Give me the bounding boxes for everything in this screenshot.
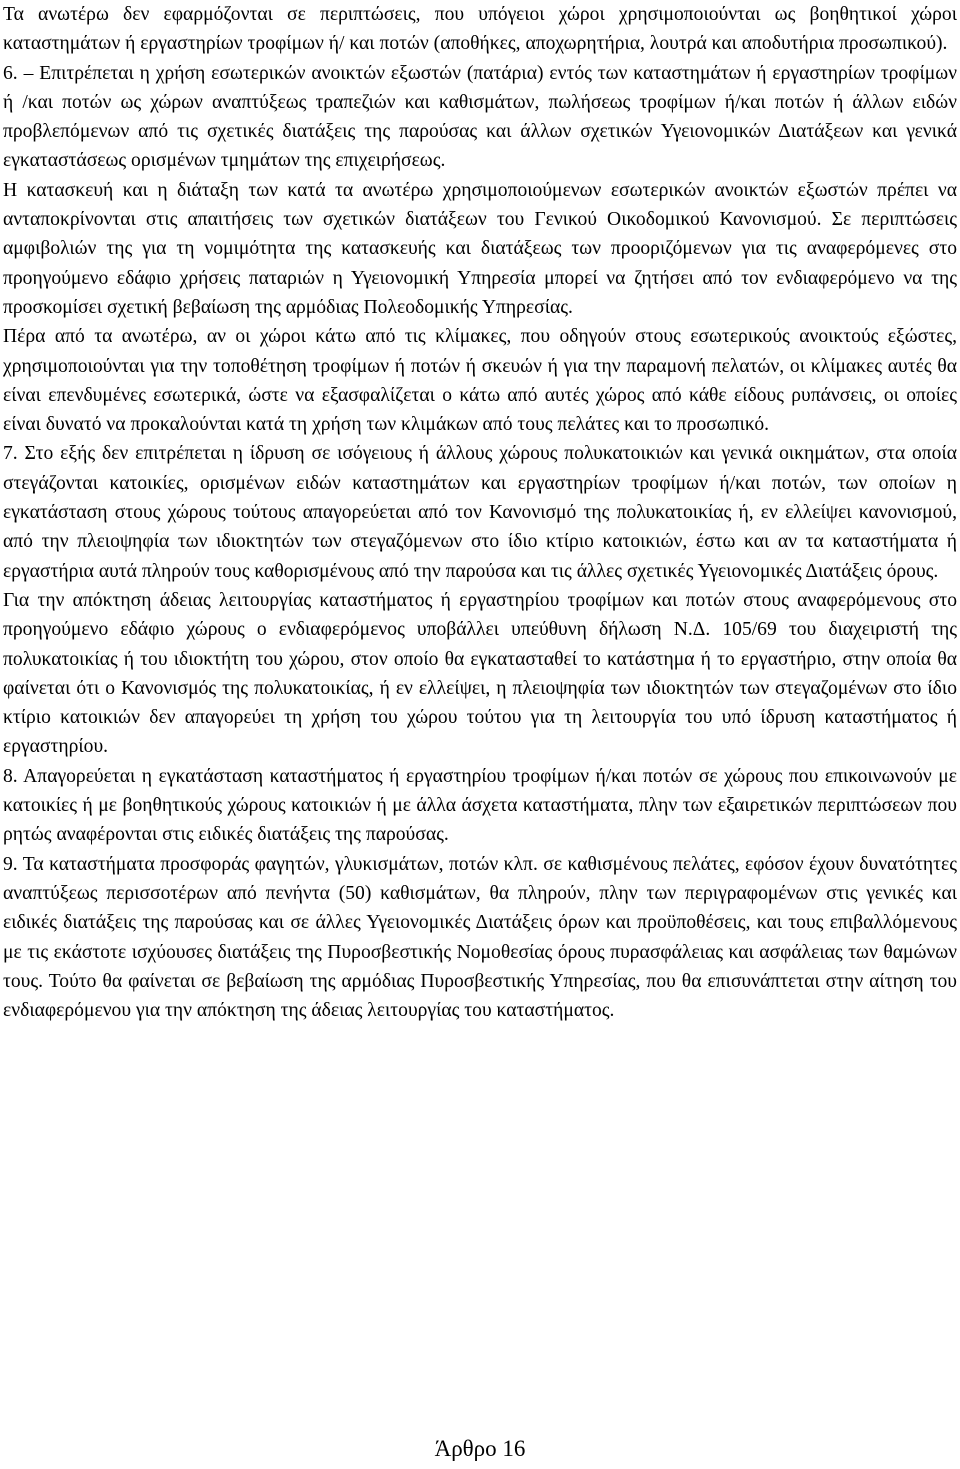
paragraph-item-8: 8. Απαγορεύεται η εγκατάσταση καταστήματος ή εργαστηρίου τροφίμων ή/και ποτών σε χώρους που επικοινωνούν με κατοικίες ή με βοηθητικούς χώρους κατοικιών ή με άλλα άσχετα καταστήματα, πλην των εξαιρετικών περιπτώσεων που ρητώς αναφέρονται στις ειδικές διατάξεις της παρούσας. xyxy=(3,765,957,846)
paragraph-license: Για την απόκτηση άδειας λειτουργίας καταστήματος ή εργαστηρίου τροφίμων και ποτών στους αναφερόμενους στο προηγούμενο εδάφιο χώρους ο ενδιαφερόμενος υποβάλλει υπεύθυνη δήλωση Ν.Δ. 105/69 του διαχειριστή της πολυκατοικίας ή του ιδιοκτήτη του χώρου, στον οποίο θα εγκατασταθεί το κατάστημα ή το εργαστήριο, στην οποία θα φαίνεται ότι ο Κανονισμός της πολυκατοικίας, ή εν ελλείψει, η πλειοψηφία των ιδιοκτητών των στεγαζομένων στο ίδιο κτίριο κατοικιών δεν απαγορεύει τη χρήση του χώρου τούτου για τη λειτουργία του υπό ίδρυση καταστήματος ή εργαστηρίου. xyxy=(3,589,957,758)
paragraph-staircases: Πέρα από τα ανωτέρω, αν οι χώροι κάτω από τις κλίμακες, που οδηγούν στους εσωτερικούς ανοικτούς εξώστες, χρησιμοποιούνται για την τοποθέτηση τροφίμων ή ποτών ή σκευών ή για την παραμονή πελατών, οι κλίμακες αυτές θα είναι επενδυμένες εσωτερικά, ώστε να εξασφαλίζεται ο κάτω από αυτές χώρος από κάθε είδους ρυπάνσεις, οι οποίες είναι δυνατό να προκαλούνται κατά τη χρήση των κλιμάκων από τους πελάτες και το προσωπικό. xyxy=(3,326,957,436)
paragraph-item-7: 7. Στο εξής δεν επιτρέπεται η ίδρυση σε ισόγειους ή άλλους χώρους πολυκατοικιών και γενικά οικημάτων, στα οποία στεγάζονται κατοικίες, ορισμένων ειδών καταστημάτων και εργαστηρίων τροφίμων ή/και ποτών, των οποίων η εγκατάσταση στους χώρους τούτους απαγορεύεται από τον Κανονισμό της πολυκατοικίας ή, εν ελλείψει κανονισμού, από την πλειοψηφία των ιδιοκτητών των στεγαζόμενων στο ίδιο κτίριο κατοικιών, έστω και αν τα καταστήματα ή εργαστήρια αυτά πληρούν τους καθορισμένους από την παρούσα και τις άλλες σχετικές Υγειονομικές Διατάξεις όρους. xyxy=(3,443,957,582)
paragraph-construction: Η κατασκευή και η διάταξη των κατά τα ανωτέρω χρησιμοποιούμενων εσωτερικών ανοικτών εξωστών πρέπει να ανταποκρίνονται στις απαιτήσεις των σχετικών διατάξεων του Γενικού Οικοδομικού Κανονισμού. Σε περιπτώσεις αμφιβολιών της για τη νομιμότητα της κατασκευής και διατάξεως των προοριζόμενων για τις αναφερόμενες στο προηγούμενο εδάφιο χρήσεις παταριών η Υγειονομική Υπηρεσία μπορεί να ζητήσει από τον ενδιαφερόμενο να της προσκομίσει σχετική βεβαίωση της αρμόδιας Πολεοδομικής Υπηρεσίας. xyxy=(3,179,957,318)
paragraph-item-9: 9. Τα καταστήματα προσφοράς φαγητών, γλυκισμάτων, ποτών κλπ. σε καθισμένους πελάτες, εφόσον έχουν δυνατότητες αναπτύξεως περισσοτέρων από πενήντα (50) καθισμάτων, θα πληρούν, πλην των περιγραφομένων στις γενικές και ειδικές διατάξεις της παρούσας και σε άλλες Υγειονομικές Διατάξεις όρων και προϋποθέσεις, και τους επιβαλλόμενους με τις εκάστοτε ισχύουσες διατάξεις της Πυροσβεστικής Νομοθεσίας όρους πυρασφάλειας και ασφάλειας των θαμώνων τους. Τούτο θα φαίνεται σε βεβαίωση της αρμόδιας Πυροσβεστικής Υπηρεσίας, που θα επισυνάπτεται στην αίτηση του ενδιαφερόμενου για την απόκτηση της άδειας λειτουργίας του καταστήματος. xyxy=(3,853,957,1022)
article-heading: Άρθρο 16 xyxy=(434,1436,526,1461)
document-page xyxy=(3,0,957,1025)
paragraph-item-6: 6. – Επιτρέπεται η χρήση εσωτερικών ανοικτών εξωστών (πατάρια) εντός των καταστημάτων ή εργαστηρίων τροφίμων ή /και ποτών ως χώρων αναπτύξεως τραπεζιών και καθισμάτων, πωλήσεως τροφίμων ή/και ποτών ή άλλων ειδών προβλεπόμενων από τις σχετικές διατάξεις της παρούσας και άλλων σχετικών Υγειονομικών Διατάξεων και γενικά εγκαταστάσεως ορισμένων τμημάτων της επιχειρήσεως. xyxy=(3,62,957,172)
paragraph-intro: Τα ανωτέρω δεν εφαρμόζονται σε περιπτώσεις, που υπόγειοι χώροι χρησιμοποιούνται ως βοηθητικοί χώροι καταστημάτων ή εργαστηρίων τροφίμων ή/ και ποτών (αποθήκες, αποχωρητήρια, λουτρά και αποδυτήρια προσωπικού). xyxy=(3,4,957,55)
